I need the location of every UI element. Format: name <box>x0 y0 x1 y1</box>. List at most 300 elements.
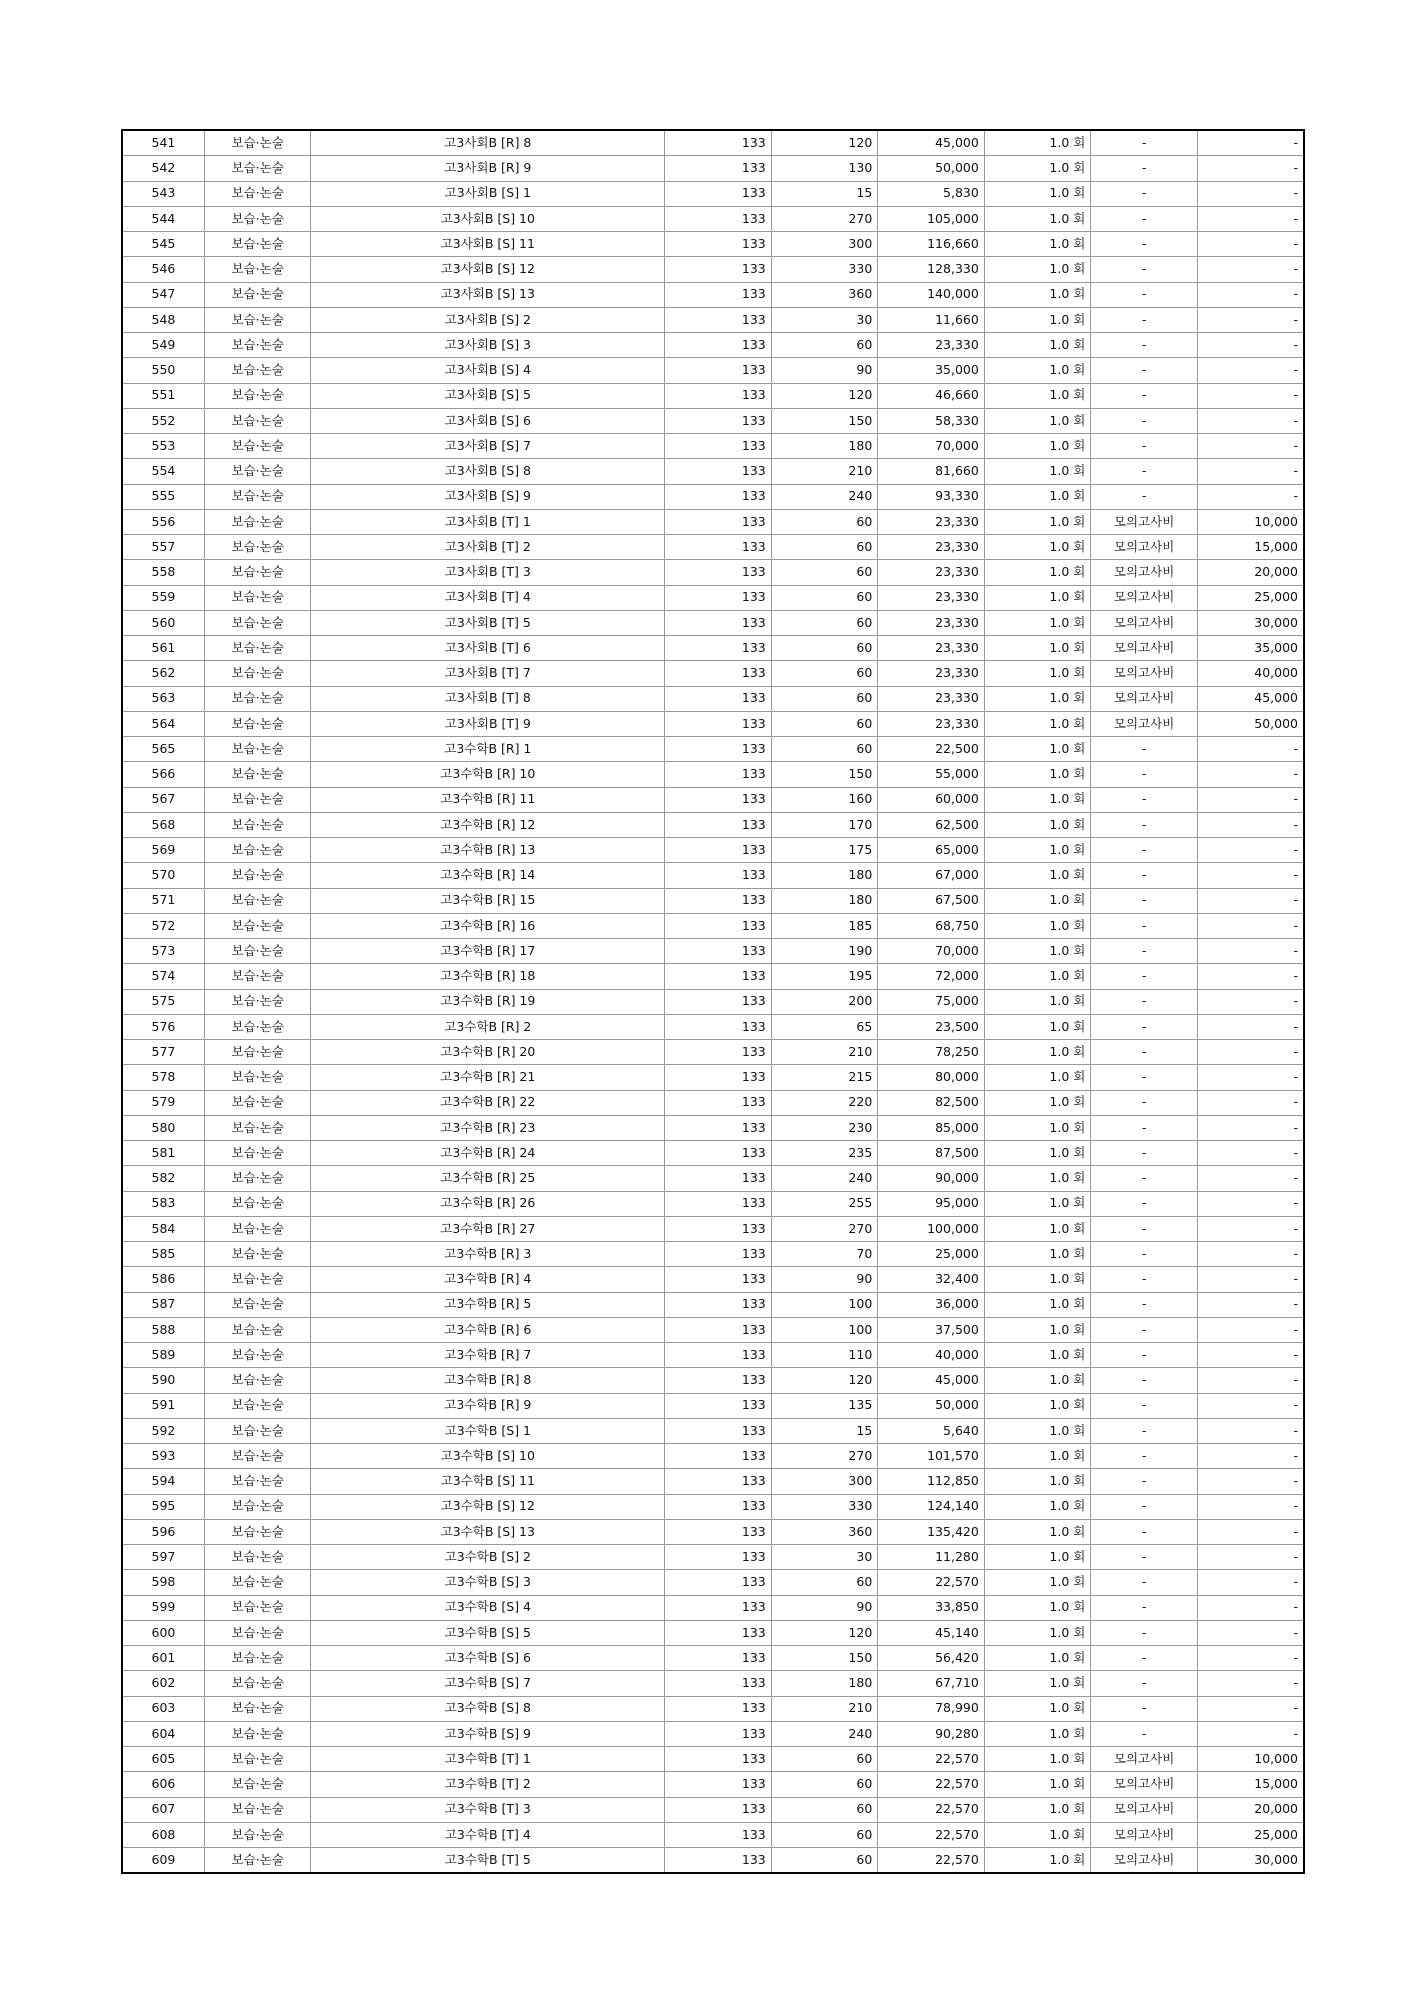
row-number-cell: 599 <box>122 1595 204 1620</box>
tuition-fee-cell: 93,330 <box>878 484 985 509</box>
tuition-fee-cell: 40,000 <box>878 1343 985 1368</box>
tuition-fee-cell: 35,000 <box>878 358 985 383</box>
extra-fee-cell: - <box>1197 1090 1304 1115</box>
frequency-cell: 1.0 회 <box>984 1014 1091 1039</box>
extra-fee-type-cell: 모의고사비 <box>1091 610 1198 635</box>
course-name-cell: 고3수학B [S] 12 <box>311 1494 665 1519</box>
table-row <box>122 257 1304 282</box>
extra-fee-cell: - <box>1197 1671 1304 1696</box>
category-cell: 보습·논술 <box>204 535 311 560</box>
category-cell: 보습·논술 <box>204 181 311 206</box>
tuition-fee-cell: 58,330 <box>878 408 985 433</box>
total-minutes-cell: 180 <box>771 888 878 913</box>
extra-fee-cell: - <box>1197 1141 1304 1166</box>
course-name-cell: 고3수학B [T] 4 <box>311 1822 665 1847</box>
duration-minutes-cell: 133 <box>665 1570 772 1595</box>
extra-fee-cell: - <box>1197 1292 1304 1317</box>
row-number-cell: 563 <box>122 686 204 711</box>
category-cell: 보습·논술 <box>204 560 311 585</box>
category-cell: 보습·논술 <box>204 1696 311 1721</box>
total-minutes-cell: 60 <box>771 610 878 635</box>
category-cell: 보습·논술 <box>204 913 311 938</box>
category-cell: 보습·논술 <box>204 1040 311 1065</box>
tuition-fee-cell: 56,420 <box>878 1646 985 1671</box>
extra-fee-cell: - <box>1197 812 1304 837</box>
tuition-fee-cell: 36,000 <box>878 1292 985 1317</box>
table-row <box>122 610 1304 635</box>
table-row <box>122 1519 1304 1544</box>
table-row <box>122 434 1304 459</box>
extra-fee-cell: - <box>1197 408 1304 433</box>
extra-fee-type-cell: 모의고사비 <box>1091 585 1198 610</box>
tuition-fee-cell: 90,280 <box>878 1721 985 1746</box>
duration-minutes-cell: 133 <box>665 232 772 257</box>
extra-fee-type-cell: 모의고사비 <box>1091 1747 1198 1772</box>
duration-minutes-cell: 133 <box>665 1469 772 1494</box>
total-minutes-cell: 60 <box>771 737 878 762</box>
row-number-cell: 544 <box>122 206 204 231</box>
category-cell: 보습·논술 <box>204 1822 311 1847</box>
table-row <box>122 686 1304 711</box>
row-number-cell: 589 <box>122 1343 204 1368</box>
total-minutes-cell: 360 <box>771 282 878 307</box>
tuition-fee-cell: 50,000 <box>878 156 985 181</box>
course-name-cell: 고3수학B [R] 20 <box>311 1040 665 1065</box>
extra-fee-cell: 25,000 <box>1197 1822 1304 1847</box>
duration-minutes-cell: 133 <box>665 181 772 206</box>
row-number-cell: 567 <box>122 787 204 812</box>
extra-fee-cell: - <box>1197 989 1304 1014</box>
duration-minutes-cell: 133 <box>665 333 772 358</box>
category-cell: 보습·논술 <box>204 1494 311 1519</box>
tuition-fee-cell: 25,000 <box>878 1242 985 1267</box>
row-number-cell: 595 <box>122 1494 204 1519</box>
row-number-cell: 586 <box>122 1267 204 1292</box>
row-number-cell: 569 <box>122 838 204 863</box>
row-number-cell: 575 <box>122 989 204 1014</box>
row-number-cell: 571 <box>122 888 204 913</box>
row-number-cell: 600 <box>122 1620 204 1645</box>
tuition-fee-cell: 45,140 <box>878 1620 985 1645</box>
tuition-fee-cell: 68,750 <box>878 913 985 938</box>
tuition-fee-cell: 75,000 <box>878 989 985 1014</box>
duration-minutes-cell: 133 <box>665 257 772 282</box>
course-name-cell: 고3수학B [R] 17 <box>311 939 665 964</box>
frequency-cell: 1.0 회 <box>984 913 1091 938</box>
table-row <box>122 1721 1304 1746</box>
category-cell: 보습·논술 <box>204 257 311 282</box>
total-minutes-cell: 90 <box>771 1595 878 1620</box>
extra-fee-cell: - <box>1197 383 1304 408</box>
duration-minutes-cell: 133 <box>665 1040 772 1065</box>
frequency-cell: 1.0 회 <box>984 1469 1091 1494</box>
category-cell: 보습·논술 <box>204 1090 311 1115</box>
frequency-cell: 1.0 회 <box>984 383 1091 408</box>
frequency-cell: 1.0 회 <box>984 1040 1091 1065</box>
tuition-fee-cell: 23,330 <box>878 661 985 686</box>
duration-minutes-cell: 133 <box>665 989 772 1014</box>
total-minutes-cell: 90 <box>771 1267 878 1292</box>
total-minutes-cell: 60 <box>771 509 878 534</box>
tuition-fee-cell: 23,500 <box>878 1014 985 1039</box>
extra-fee-type-cell: - <box>1091 130 1198 156</box>
course-name-cell: 고3수학B [R] 9 <box>311 1393 665 1418</box>
category-cell: 보습·논술 <box>204 509 311 534</box>
total-minutes-cell: 215 <box>771 1065 878 1090</box>
extra-fee-type-cell: - <box>1091 1469 1198 1494</box>
category-cell: 보습·논술 <box>204 1393 311 1418</box>
duration-minutes-cell: 133 <box>665 1519 772 1544</box>
total-minutes-cell: 60 <box>771 1570 878 1595</box>
duration-minutes-cell: 133 <box>665 636 772 661</box>
table-row <box>122 560 1304 585</box>
extra-fee-cell: - <box>1197 156 1304 181</box>
tuition-fee-cell: 85,000 <box>878 1115 985 1140</box>
tuition-fee-cell: 80,000 <box>878 1065 985 1090</box>
extra-fee-type-cell: - <box>1091 232 1198 257</box>
extra-fee-cell: - <box>1197 1418 1304 1443</box>
extra-fee-type-cell: - <box>1091 762 1198 787</box>
course-name-cell: 고3사회B [S] 7 <box>311 434 665 459</box>
extra-fee-type-cell: - <box>1091 964 1198 989</box>
row-number-cell: 559 <box>122 585 204 610</box>
row-number-cell: 607 <box>122 1797 204 1822</box>
frequency-cell: 1.0 회 <box>984 610 1091 635</box>
tuition-fee-cell: 23,330 <box>878 333 985 358</box>
row-number-cell: 606 <box>122 1772 204 1797</box>
frequency-cell: 1.0 회 <box>984 333 1091 358</box>
tuition-fee-cell: 23,330 <box>878 509 985 534</box>
total-minutes-cell: 120 <box>771 1368 878 1393</box>
tuition-fee-cell: 22,570 <box>878 1848 985 1874</box>
frequency-cell: 1.0 회 <box>984 1822 1091 1847</box>
category-cell: 보습·논술 <box>204 1721 311 1746</box>
category-cell: 보습·논술 <box>204 1797 311 1822</box>
category-cell: 보습·논술 <box>204 333 311 358</box>
total-minutes-cell: 180 <box>771 863 878 888</box>
extra-fee-cell: - <box>1197 434 1304 459</box>
frequency-cell: 1.0 회 <box>984 1216 1091 1241</box>
extra-fee-type-cell: - <box>1091 307 1198 332</box>
course-name-cell: 고3수학B [S] 13 <box>311 1519 665 1544</box>
course-name-cell: 고3수학B [R] 27 <box>311 1216 665 1241</box>
course-name-cell: 고3수학B [R] 13 <box>311 838 665 863</box>
category-cell: 보습·논술 <box>204 1595 311 1620</box>
total-minutes-cell: 130 <box>771 156 878 181</box>
category-cell: 보습·논술 <box>204 610 311 635</box>
row-number-cell: 584 <box>122 1216 204 1241</box>
duration-minutes-cell: 133 <box>665 1317 772 1342</box>
row-number-cell: 593 <box>122 1444 204 1469</box>
table-row <box>122 1014 1304 1039</box>
row-number-cell: 578 <box>122 1065 204 1090</box>
table-row <box>122 1191 1304 1216</box>
duration-minutes-cell: 133 <box>665 383 772 408</box>
table-row <box>122 130 1304 156</box>
course-name-cell: 고3수학B [R] 5 <box>311 1292 665 1317</box>
frequency-cell: 1.0 회 <box>984 1696 1091 1721</box>
tuition-fee-cell: 22,570 <box>878 1797 985 1822</box>
course-name-cell: 고3수학B [R] 3 <box>311 1242 665 1267</box>
frequency-cell: 1.0 회 <box>984 686 1091 711</box>
table-row <box>122 1620 1304 1645</box>
table-row <box>122 711 1304 736</box>
extra-fee-type-cell: 모의고사비 <box>1091 686 1198 711</box>
row-number-cell: 572 <box>122 913 204 938</box>
duration-minutes-cell: 133 <box>665 307 772 332</box>
row-number-cell: 549 <box>122 333 204 358</box>
row-number-cell: 541 <box>122 130 204 156</box>
frequency-cell: 1.0 회 <box>984 964 1091 989</box>
extra-fee-type-cell: - <box>1091 434 1198 459</box>
table-row <box>122 1595 1304 1620</box>
total-minutes-cell: 70 <box>771 1242 878 1267</box>
duration-minutes-cell: 133 <box>665 434 772 459</box>
row-number-cell: 554 <box>122 459 204 484</box>
extra-fee-cell: - <box>1197 1040 1304 1065</box>
category-cell: 보습·논술 <box>204 1014 311 1039</box>
tuition-fee-cell: 23,330 <box>878 585 985 610</box>
frequency-cell: 1.0 회 <box>984 1570 1091 1595</box>
course-name-cell: 고3사회B [S] 13 <box>311 282 665 307</box>
duration-minutes-cell: 133 <box>665 1191 772 1216</box>
total-minutes-cell: 170 <box>771 812 878 837</box>
duration-minutes-cell: 133 <box>665 535 772 560</box>
extra-fee-cell: 15,000 <box>1197 535 1304 560</box>
duration-minutes-cell: 133 <box>665 1620 772 1645</box>
duration-minutes-cell: 133 <box>665 358 772 383</box>
tuition-fee-cell: 81,660 <box>878 459 985 484</box>
table-row <box>122 1267 1304 1292</box>
extra-fee-cell: - <box>1197 1570 1304 1595</box>
duration-minutes-cell: 133 <box>665 888 772 913</box>
table-row <box>122 1166 1304 1191</box>
duration-minutes-cell: 133 <box>665 1646 772 1671</box>
row-number-cell: 602 <box>122 1671 204 1696</box>
category-cell: 보습·논술 <box>204 838 311 863</box>
extra-fee-type-cell: - <box>1091 1545 1198 1570</box>
extra-fee-cell: - <box>1197 257 1304 282</box>
table-row <box>122 964 1304 989</box>
extra-fee-type-cell: 모의고사비 <box>1091 1797 1198 1822</box>
table-row <box>122 1848 1304 1874</box>
frequency-cell: 1.0 회 <box>984 1191 1091 1216</box>
extra-fee-type-cell: - <box>1091 1343 1198 1368</box>
duration-minutes-cell: 133 <box>665 1292 772 1317</box>
row-number-cell: 564 <box>122 711 204 736</box>
tuition-fee-cell: 105,000 <box>878 206 985 231</box>
frequency-cell: 1.0 회 <box>984 863 1091 888</box>
row-number-cell: 601 <box>122 1646 204 1671</box>
total-minutes-cell: 30 <box>771 307 878 332</box>
category-cell: 보습·논술 <box>204 636 311 661</box>
category-cell: 보습·논술 <box>204 1191 311 1216</box>
frequency-cell: 1.0 회 <box>984 1343 1091 1368</box>
total-minutes-cell: 60 <box>771 333 878 358</box>
duration-minutes-cell: 133 <box>665 1671 772 1696</box>
extra-fee-type-cell: - <box>1091 787 1198 812</box>
extra-fee-cell: - <box>1197 888 1304 913</box>
course-name-cell: 고3사회B [S] 6 <box>311 408 665 433</box>
extra-fee-type-cell: 모의고사비 <box>1091 509 1198 534</box>
extra-fee-type-cell: - <box>1091 1721 1198 1746</box>
category-cell: 보습·논술 <box>204 1317 311 1342</box>
frequency-cell: 1.0 회 <box>984 408 1091 433</box>
course-name-cell: 고3수학B [R] 7 <box>311 1343 665 1368</box>
tuition-fee-cell: 22,570 <box>878 1822 985 1847</box>
extra-fee-cell: - <box>1197 232 1304 257</box>
tuition-fee-cell: 78,250 <box>878 1040 985 1065</box>
frequency-cell: 1.0 회 <box>984 1115 1091 1140</box>
total-minutes-cell: 60 <box>771 711 878 736</box>
extra-fee-cell: 10,000 <box>1197 509 1304 534</box>
course-name-cell: 고3수학B [R] 11 <box>311 787 665 812</box>
frequency-cell: 1.0 회 <box>984 1595 1091 1620</box>
extra-fee-type-cell: - <box>1091 1393 1198 1418</box>
frequency-cell: 1.0 회 <box>984 156 1091 181</box>
tuition-fee-cell: 23,330 <box>878 610 985 635</box>
duration-minutes-cell: 133 <box>665 1721 772 1746</box>
frequency-cell: 1.0 회 <box>984 989 1091 1014</box>
extra-fee-type-cell: - <box>1091 1444 1198 1469</box>
category-cell: 보습·논술 <box>204 1216 311 1241</box>
course-name-cell: 고3사회B [S] 2 <box>311 307 665 332</box>
total-minutes-cell: 210 <box>771 1696 878 1721</box>
row-number-cell: 583 <box>122 1191 204 1216</box>
duration-minutes-cell: 133 <box>665 711 772 736</box>
course-name-cell: 고3사회B [S] 5 <box>311 383 665 408</box>
extra-fee-type-cell: - <box>1091 1646 1198 1671</box>
row-number-cell: 552 <box>122 408 204 433</box>
table-row <box>122 1040 1304 1065</box>
tuition-fee-cell: 116,660 <box>878 232 985 257</box>
category-cell: 보습·논술 <box>204 1065 311 1090</box>
frequency-cell: 1.0 회 <box>984 282 1091 307</box>
total-minutes-cell: 240 <box>771 1721 878 1746</box>
tuition-fee-cell: 45,000 <box>878 1368 985 1393</box>
duration-minutes-cell: 133 <box>665 282 772 307</box>
total-minutes-cell: 30 <box>771 1545 878 1570</box>
course-name-cell: 고3수학B [R] 19 <box>311 989 665 1014</box>
category-cell: 보습·논술 <box>204 737 311 762</box>
row-number-cell: 566 <box>122 762 204 787</box>
frequency-cell: 1.0 회 <box>984 257 1091 282</box>
table-row <box>122 1494 1304 1519</box>
course-name-cell: 고3사회B [S] 3 <box>311 333 665 358</box>
total-minutes-cell: 330 <box>771 1494 878 1519</box>
tuition-fee-cell: 128,330 <box>878 257 985 282</box>
duration-minutes-cell: 133 <box>665 1393 772 1418</box>
extra-fee-type-cell: - <box>1091 1494 1198 1519</box>
frequency-cell: 1.0 회 <box>984 1242 1091 1267</box>
extra-fee-cell: 25,000 <box>1197 585 1304 610</box>
frequency-cell: 1.0 회 <box>984 434 1091 459</box>
extra-fee-cell: 50,000 <box>1197 711 1304 736</box>
extra-fee-type-cell: - <box>1091 1141 1198 1166</box>
duration-minutes-cell: 133 <box>665 1014 772 1039</box>
extra-fee-cell: - <box>1197 1242 1304 1267</box>
frequency-cell: 1.0 회 <box>984 459 1091 484</box>
duration-minutes-cell: 133 <box>665 812 772 837</box>
extra-fee-type-cell: - <box>1091 459 1198 484</box>
course-name-cell: 고3사회B [S] 1 <box>311 181 665 206</box>
table-row <box>122 333 1304 358</box>
duration-minutes-cell: 133 <box>665 1747 772 1772</box>
category-cell: 보습·논술 <box>204 358 311 383</box>
category-cell: 보습·논술 <box>204 1115 311 1140</box>
row-number-cell: 560 <box>122 610 204 635</box>
extra-fee-cell: - <box>1197 333 1304 358</box>
extra-fee-cell: - <box>1197 282 1304 307</box>
row-number-cell: 546 <box>122 257 204 282</box>
extra-fee-cell: - <box>1197 1216 1304 1241</box>
table-row <box>122 1393 1304 1418</box>
extra-fee-type-cell: - <box>1091 737 1198 762</box>
category-cell: 보습·논술 <box>204 863 311 888</box>
extra-fee-cell: - <box>1197 1444 1304 1469</box>
total-minutes-cell: 160 <box>771 787 878 812</box>
category-cell: 보습·논술 <box>204 206 311 231</box>
extra-fee-type-cell: - <box>1091 156 1198 181</box>
table-row <box>122 383 1304 408</box>
tuition-fee-cell: 23,330 <box>878 711 985 736</box>
row-number-cell: 556 <box>122 509 204 534</box>
tuition-fee-cell: 90,000 <box>878 1166 985 1191</box>
table-row <box>122 636 1304 661</box>
category-cell: 보습·논술 <box>204 1267 311 1292</box>
category-cell: 보습·논술 <box>204 1570 311 1595</box>
extra-fee-type-cell: - <box>1091 1090 1198 1115</box>
duration-minutes-cell: 133 <box>665 1444 772 1469</box>
extra-fee-cell: 35,000 <box>1197 636 1304 661</box>
course-name-cell: 고3수학B [S] 7 <box>311 1671 665 1696</box>
tuition-fee-cell: 60,000 <box>878 787 985 812</box>
extra-fee-type-cell: - <box>1091 989 1198 1014</box>
total-minutes-cell: 200 <box>771 989 878 1014</box>
course-name-cell: 고3사회B [T] 2 <box>311 535 665 560</box>
total-minutes-cell: 65 <box>771 1014 878 1039</box>
tuition-fee-cell: 50,000 <box>878 1393 985 1418</box>
tuition-fee-cell: 65,000 <box>878 838 985 863</box>
duration-minutes-cell: 133 <box>665 686 772 711</box>
tuition-fee-cell: 32,400 <box>878 1267 985 1292</box>
tuition-fee-cell: 112,850 <box>878 1469 985 1494</box>
course-name-cell: 고3수학B [R] 15 <box>311 888 665 913</box>
total-minutes-cell: 270 <box>771 1444 878 1469</box>
extra-fee-cell: - <box>1197 1317 1304 1342</box>
category-cell: 보습·논술 <box>204 812 311 837</box>
frequency-cell: 1.0 회 <box>984 787 1091 812</box>
extra-fee-type-cell: - <box>1091 1696 1198 1721</box>
row-number-cell: 577 <box>122 1040 204 1065</box>
duration-minutes-cell: 133 <box>665 1418 772 1443</box>
row-number-cell: 545 <box>122 232 204 257</box>
category-cell: 보습·논술 <box>204 1747 311 1772</box>
frequency-cell: 1.0 회 <box>984 1848 1091 1874</box>
table-row <box>122 939 1304 964</box>
extra-fee-type-cell: - <box>1091 1570 1198 1595</box>
table-row <box>122 1292 1304 1317</box>
course-name-cell: 고3사회B [T] 4 <box>311 585 665 610</box>
table-row <box>122 459 1304 484</box>
tuition-fee-cell: 11,280 <box>878 1545 985 1570</box>
row-number-cell: 561 <box>122 636 204 661</box>
table-row <box>122 913 1304 938</box>
frequency-cell: 1.0 회 <box>984 1090 1091 1115</box>
frequency-cell: 1.0 회 <box>984 636 1091 661</box>
tuition-fee-cell: 67,710 <box>878 1671 985 1696</box>
course-name-cell: 고3수학B [T] 3 <box>311 1797 665 1822</box>
